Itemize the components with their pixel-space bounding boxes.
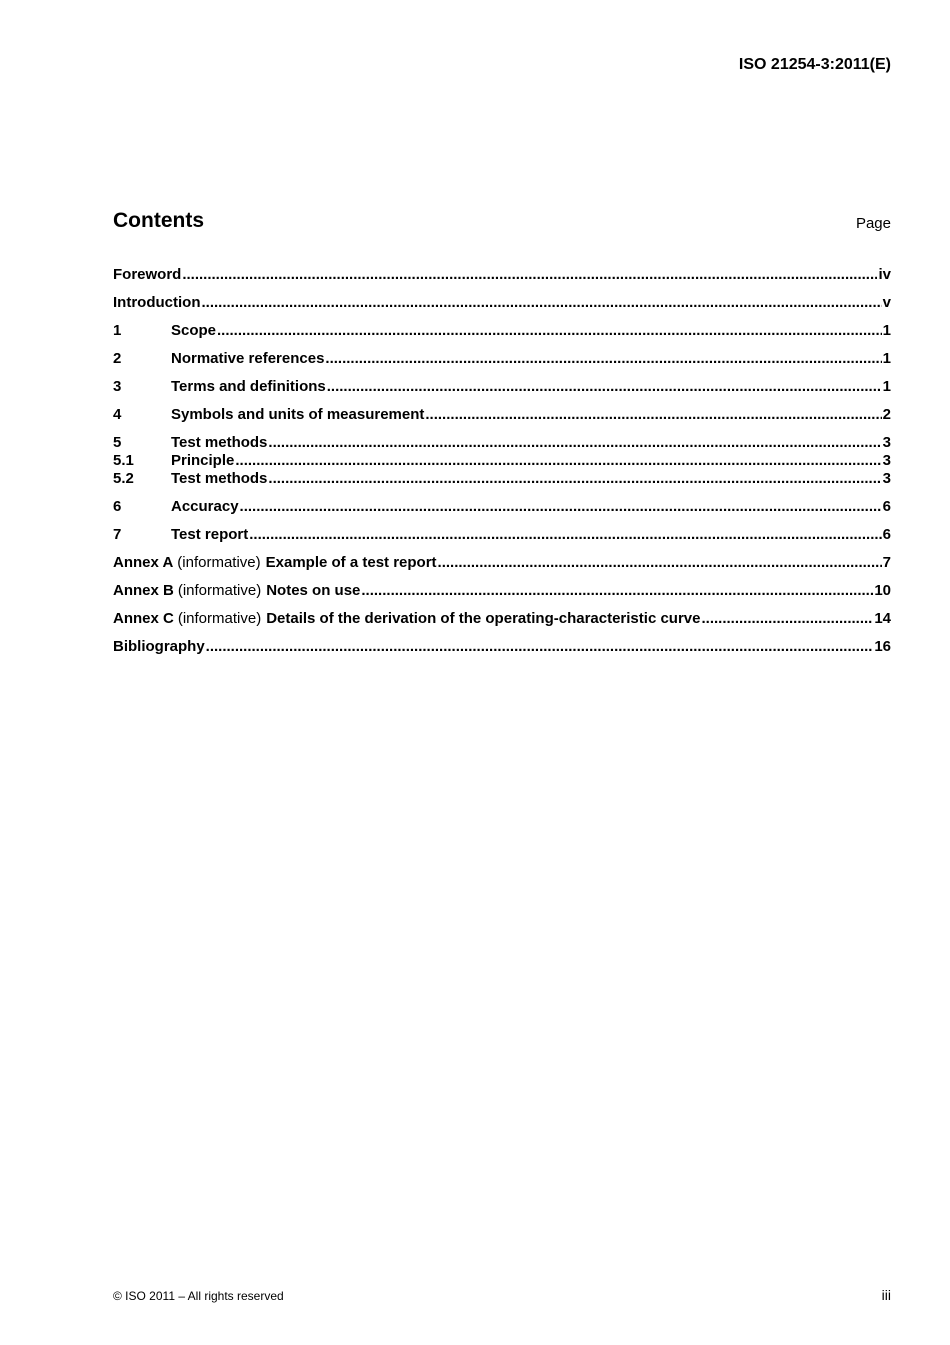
toc-entry-page: 3 [882, 452, 891, 469]
copyright-notice: © ISO 2011 – All rights reserved [113, 1289, 284, 1303]
toc-entry-foreword[interactable] [113, 266, 891, 284]
toc-leader-dots [240, 498, 882, 516]
toc-entry-page: 1 [882, 378, 891, 395]
toc-entry-annex-a[interactable] [113, 554, 891, 572]
document-id: ISO 21254-3:2011(E) [738, 56, 891, 73]
toc-leader-dots [327, 378, 882, 396]
toc-entry-page: 6 [882, 526, 891, 543]
toc-entry-title: Principle [171, 452, 235, 469]
toc-entry-bibliography[interactable] [113, 638, 891, 656]
table-of-contents [113, 266, 891, 656]
toc-leader-dots [249, 526, 881, 544]
toc-entry-annex-b[interactable] [113, 582, 891, 600]
toc-entry-number: 7 [113, 526, 122, 543]
toc-leader-dots [438, 554, 882, 572]
toc-entry-page: iv [878, 266, 891, 283]
toc-entry-normative-references[interactable] [113, 350, 891, 368]
toc-entry-page: v [882, 294, 891, 311]
toc-entry-title: Example of a test report [265, 554, 437, 571]
annex-label: Annex B [113, 582, 174, 599]
toc-entry-symbols-and-units[interactable] [113, 406, 891, 424]
toc-entry-title: Foreword [113, 266, 182, 283]
annex-type: (informative) [177, 582, 262, 599]
toc-entry-terms-and-definitions[interactable] [113, 378, 891, 396]
toc-entry-test-methods[interactable] [113, 434, 891, 452]
toc-entry-title: Normative references [171, 350, 325, 367]
toc-entry-title: Notes on use [266, 582, 361, 599]
annex-type: (informative) [177, 554, 261, 571]
toc-entry-test-methods-sub[interactable] [113, 470, 891, 488]
toc-leader-dots [425, 406, 881, 424]
toc-entry-page: 3 [882, 470, 891, 487]
toc-leader-dots [701, 610, 873, 628]
annex-label: Annex A [113, 554, 174, 571]
toc-entry-page: 1 [882, 322, 891, 339]
toc-entry-number: 5.1 [113, 452, 134, 469]
toc-entry-page: 7 [882, 554, 891, 571]
toc-leader-dots [201, 294, 881, 312]
annex-label: Annex C [113, 610, 174, 627]
toc-entry-title: Accuracy [171, 498, 239, 515]
toc-entry-title: Test methods [171, 470, 268, 487]
toc-entry-principle[interactable] [113, 452, 891, 470]
toc-entry-page: 16 [874, 638, 891, 655]
toc-entry-introduction[interactable] [113, 294, 891, 312]
toc-entry-title: Details of the derivation of the operating-characteristic curve [266, 610, 701, 627]
toc-entry-title: Symbols and units of measurement [171, 406, 425, 423]
page-number: iii [881, 1287, 891, 1303]
page-column-label: Page [855, 215, 891, 232]
toc-entry-number: 1 [113, 322, 122, 339]
toc-entry-number: 5.2 [113, 470, 134, 487]
toc-leader-dots [268, 470, 881, 488]
toc-leader-dots [217, 322, 882, 340]
toc-entry-title: Test report [171, 526, 249, 543]
toc-entry-page: 6 [882, 498, 891, 515]
annex-type: (informative) [177, 610, 262, 627]
toc-leader-dots [361, 582, 873, 600]
toc-entry-number: 4 [113, 406, 122, 423]
toc-entry-title: Bibliography [113, 638, 205, 655]
toc-entry-test-report[interactable] [113, 526, 891, 544]
toc-entry-annex-c[interactable] [113, 610, 891, 628]
toc-entry-title: Scope [171, 322, 217, 339]
toc-leader-dots [325, 350, 881, 368]
toc-entry-page: 2 [882, 406, 891, 423]
toc-leader-dots [235, 452, 881, 470]
toc-entry-title: Test methods [171, 434, 268, 451]
toc-entry-number: 2 [113, 350, 122, 367]
toc-entry-accuracy[interactable] [113, 498, 891, 516]
toc-entry-page: 14 [874, 610, 891, 627]
toc-leader-dots [206, 638, 874, 656]
toc-entry-page: 1 [882, 350, 891, 367]
toc-entry-page: 3 [882, 434, 891, 451]
toc-entry-scope[interactable] [113, 322, 891, 340]
toc-entry-title: Terms and definitions [171, 378, 326, 395]
toc-entry-number: 6 [113, 498, 122, 515]
toc-entry-number: 5 [113, 434, 122, 451]
toc-entry-number: 3 [113, 378, 122, 395]
toc-leader-dots [268, 434, 881, 452]
toc-entry-title: Introduction [113, 294, 201, 311]
toc-leader-dots [182, 266, 877, 284]
page-title: Contents [113, 209, 204, 232]
toc-entry-page: 10 [874, 582, 891, 599]
